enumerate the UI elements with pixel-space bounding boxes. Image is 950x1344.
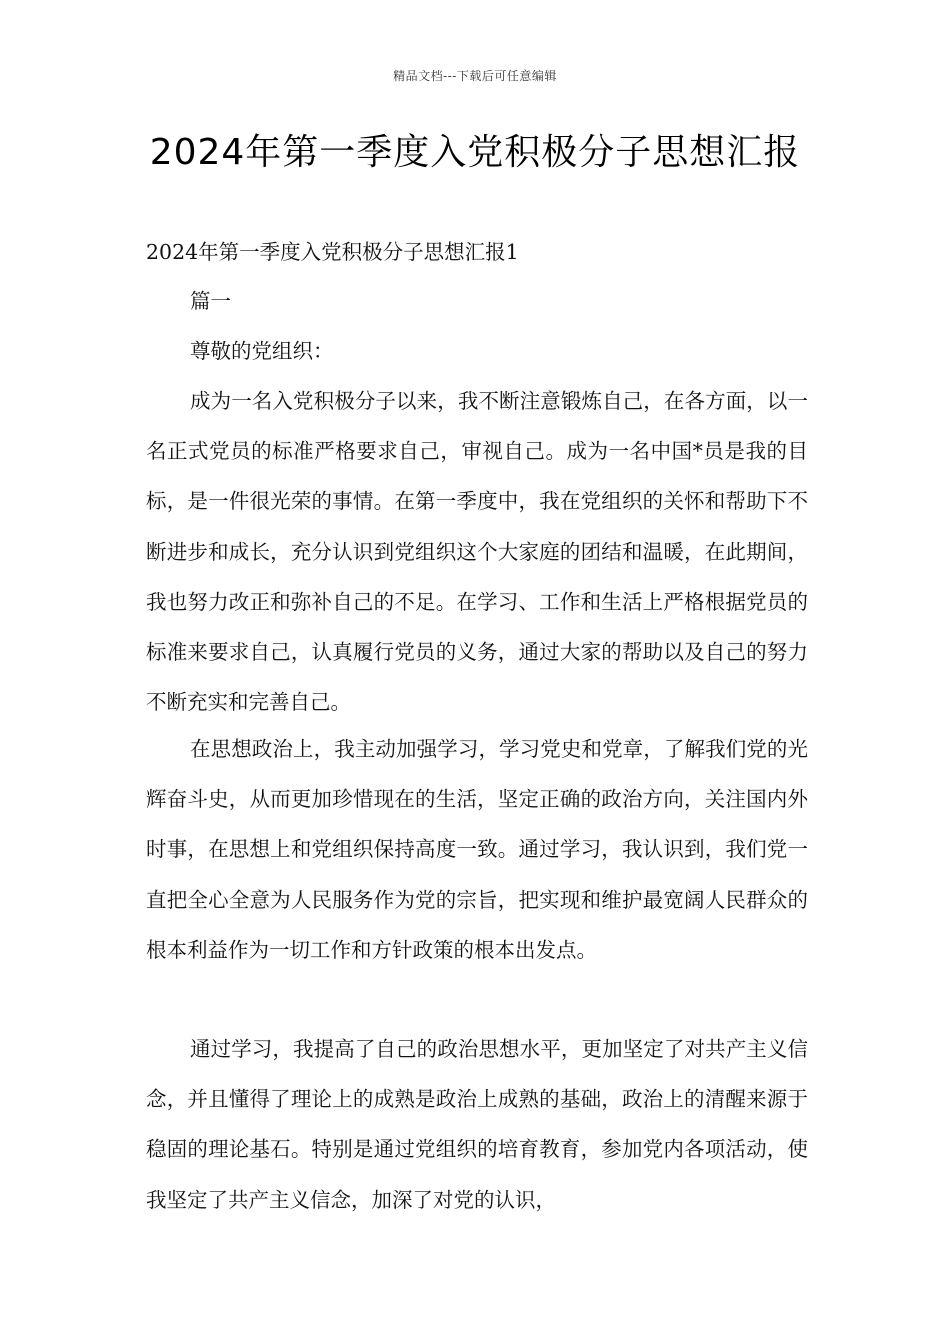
document-subtitle: 2024年第一季度入党积极分子思想汇报1 xyxy=(146,240,519,264)
header-note: 精品文档---下载后可任意编辑 xyxy=(393,69,557,83)
greeting: 尊敬的党组织： xyxy=(190,339,334,363)
paragraph-1: 成为一名入党积极分子以来，我不断注意锻炼自己，在各方面，以一名正式党员的标准严格要求自己，审视自己。成为一名中国*员是我的目标，是一件很光荣的事情。在第一季度中，我在党组织的关怀和帮助下不断进步和成长，充分认识到党组织这个大家庭的团结和温暖，在此期间，我也努力改正和弥补自己的不足。在学习、工作和生活上严格根据党员的标准来要求自己，认真履行党员的义务，通过大家的帮助以及自己的努力不断充实和完善自己。 xyxy=(146,389,808,715)
paragraph-2: 在思想政治上，我主动加强学习，学习党史和党章，了解我们党的光辉奋斗史，从而更加珍惜现在的生活，坚定正确的政治方向，关注国内外时事，在思想上和党组织保持高度一致。通过学习，我认识到，我们党一直把全心全意为人民服务作为党的宗旨，把实现和维护最宽阔人民群众的根本利益作为一切工作和方针政策的根本出发点。 xyxy=(146,737,808,962)
document-title: 2024年第一季度入党积极分子思想汇报 xyxy=(149,132,801,173)
paragraph-3: 通过学习，我提高了自己的政治思想水平，更加坚定了对共产主义信念，并且懂得了理论上的成熟是政治上成熟的基础，政治上的清醒来源于稳固的理论基石。特别是通过党组织的培育教育，参加党内各项活动，使我坚定了共产主义信念，加深了对党的认识， xyxy=(146,1037,808,1212)
section-label: 篇一 xyxy=(190,289,231,313)
